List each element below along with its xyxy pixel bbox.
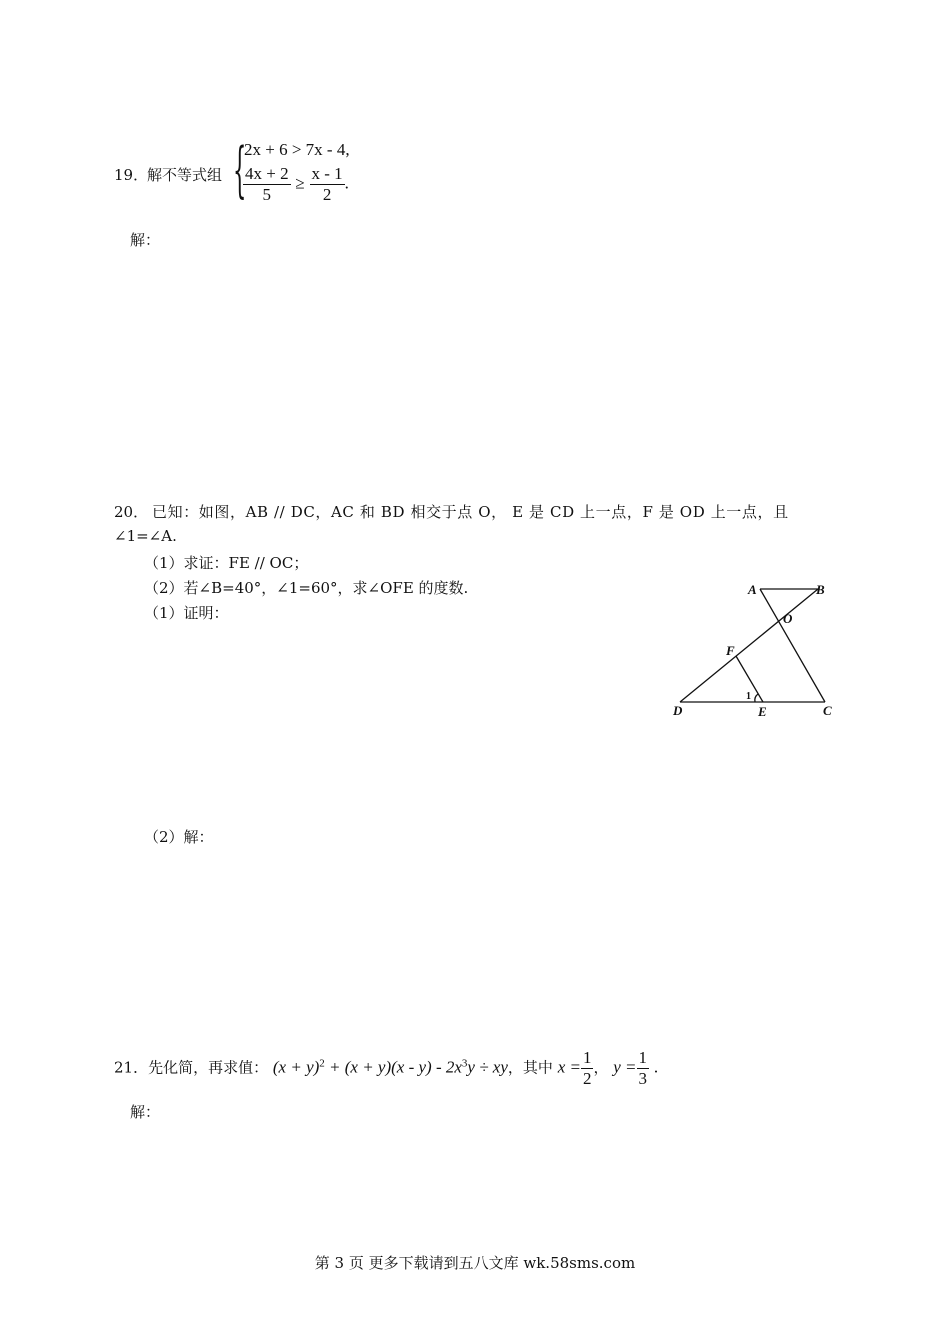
page-footer: 第 3 页 更多下载请到五八文库 wk.58sms.com — [314, 1254, 636, 1272]
q21-expr-c: y ÷ xy — [467, 1057, 508, 1077]
q19-inequality-1: 2x + 6 > 7x - 4, — [244, 140, 350, 159]
q21-where: ，其中 — [507, 1058, 553, 1077]
q21-x-denominator: 2 — [582, 1069, 592, 1088]
label-d: D — [673, 703, 683, 718]
label-c: C — [823, 703, 832, 718]
segment-bd — [680, 589, 818, 702]
q20-proof-label: （1）证明： — [144, 604, 229, 622]
angle-1-arc — [755, 694, 758, 702]
segment-ac — [760, 589, 825, 702]
q19-inequality-2 — [243, 164, 349, 205]
q19-brace: { — [233, 135, 247, 205]
q21-x-numerator: 1 — [582, 1048, 592, 1067]
q21-y-eq: y = — [613, 1057, 637, 1077]
q21-answer-label: 解： — [130, 1103, 161, 1121]
label-b: B — [816, 582, 825, 597]
q21-y-fraction — [637, 1048, 650, 1089]
q21-y-numerator: 1 — [638, 1048, 648, 1067]
q21-expr-a-exp: 2 — [319, 1057, 325, 1070]
q19-rhs-fraction — [310, 164, 345, 205]
q20-line1: 已知：如图，AB // DC，AC 和 BD 相交于点 O， E 是 CD 上一点，F 是 OD 上一点，且 — [152, 503, 789, 521]
q19-prompt: 解不等式组 — [147, 166, 223, 184]
q19-answer-label: 解： — [130, 231, 161, 249]
q19-geq: ≥ — [295, 173, 305, 193]
q21-expr-a: (x + y) — [272, 1057, 320, 1077]
q19-rhs-denominator: 2 — [322, 185, 332, 204]
q19-end: . — [344, 173, 349, 193]
q21-end: . — [653, 1057, 659, 1077]
q21-y-denominator: 3 — [638, 1069, 648, 1088]
q20-figure — [660, 575, 850, 725]
q21-x-fraction — [581, 1048, 594, 1089]
q19-lhs-denominator: 5 — [262, 185, 272, 204]
label-o: O — [783, 611, 793, 626]
q19-rhs-numerator: x - 1 — [311, 164, 343, 183]
q21-line — [114, 1048, 658, 1089]
q20-solve-label: （2）解： — [144, 828, 214, 846]
q20-number: 20． — [114, 503, 149, 521]
q21-expr-b: + (x + y)(x - y) - 2x — [324, 1057, 462, 1077]
q21-prompt: 先化简，再求值： — [148, 1058, 269, 1077]
q20-part1: （1）求证：FE // OC； — [144, 554, 309, 572]
q21-sep: ， — [593, 1058, 609, 1077]
q19-lhs-fraction — [243, 164, 291, 205]
label-f: F — [726, 643, 735, 658]
label-a: A — [748, 582, 757, 597]
q21-x-eq: x = — [557, 1057, 581, 1077]
q21-number: 21． — [114, 1058, 149, 1077]
label-e: E — [758, 704, 767, 719]
q19-number: 19． — [114, 166, 149, 184]
label-angle-1: 1 — [746, 691, 751, 702]
q19-lhs-numerator: 4x + 2 — [245, 164, 289, 183]
q20-part2: （2）若∠B=40°，∠1=60°，求∠OFE 的度数. — [144, 579, 469, 597]
q21-expr-b-exp: 3 — [461, 1057, 468, 1070]
q20-line2: ∠1=∠A. — [114, 527, 177, 545]
